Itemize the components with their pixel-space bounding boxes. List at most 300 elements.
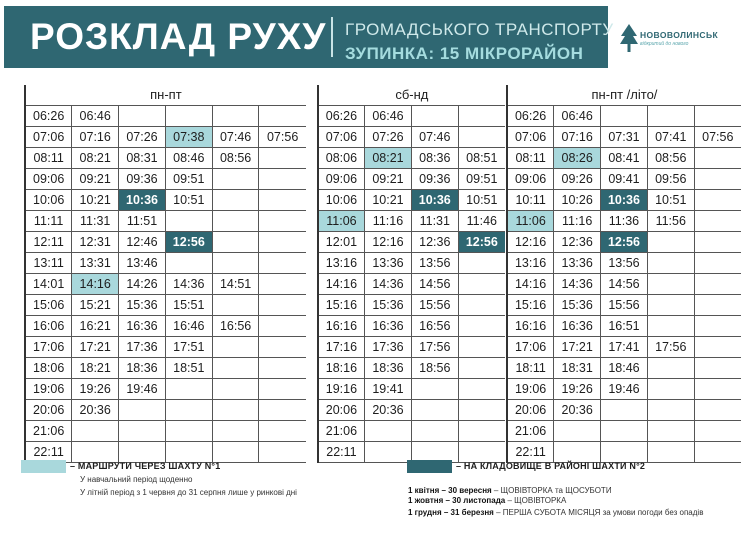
departure-time — [165, 253, 212, 274]
departure-time — [647, 442, 694, 463]
departure-time — [458, 358, 505, 379]
departure-time: 21:06 — [507, 421, 554, 442]
period-days: – ЩОВІВТОРКА — [505, 496, 567, 505]
departure-time: 12:16 — [365, 232, 412, 253]
departure-time: 18:46 — [601, 358, 648, 379]
departure-time — [458, 253, 505, 274]
departure-time: 11:36 — [601, 211, 648, 232]
departure-time: 06:26 — [318, 106, 365, 127]
departure-time: 07:56 — [259, 127, 306, 148]
departure-time — [458, 295, 505, 316]
departure-time: 15:06 — [25, 295, 72, 316]
departure-time: 16:56 — [411, 316, 458, 337]
departure-time — [212, 211, 259, 232]
departure-time: 10:51 — [458, 190, 505, 211]
departure-time: 10:51 — [647, 190, 694, 211]
departure-time — [212, 379, 259, 400]
departure-time: 17:21 — [554, 337, 601, 358]
departure-time — [694, 274, 741, 295]
departure-time — [212, 190, 259, 211]
departure-time — [165, 106, 212, 127]
departure-time-cemetery: 10:36 — [601, 190, 648, 211]
departure-time: 19:16 — [318, 379, 365, 400]
departure-time: 11:56 — [647, 211, 694, 232]
group-spacer — [306, 253, 318, 274]
departure-time: 17:41 — [601, 337, 648, 358]
table-row — [25, 127, 741, 148]
departure-time: 09:56 — [647, 169, 694, 190]
departure-time: 19:06 — [507, 379, 554, 400]
group-spacer — [306, 295, 318, 316]
group-spacer — [306, 316, 318, 337]
group-spacer — [306, 232, 318, 253]
departure-time: 15:16 — [318, 295, 365, 316]
departure-time: 17:16 — [318, 337, 365, 358]
departure-time: 14:36 — [165, 274, 212, 295]
departure-time — [647, 232, 694, 253]
departure-time: 07:41 — [647, 127, 694, 148]
departure-time — [411, 379, 458, 400]
departure-time: 13:36 — [365, 253, 412, 274]
departure-time: 20:36 — [365, 400, 412, 421]
departure-time: 14:51 — [212, 274, 259, 295]
departure-time — [259, 232, 306, 253]
departure-time — [601, 106, 648, 127]
departure-time: 17:36 — [119, 337, 166, 358]
departure-time — [647, 295, 694, 316]
departure-time-cemetery: 12:56 — [165, 232, 212, 253]
table-row — [25, 400, 741, 421]
header — [0, 0, 750, 74]
departure-time — [458, 127, 505, 148]
logo-tagline: відкритий до нового — [640, 41, 689, 47]
departure-time: 09:51 — [458, 169, 505, 190]
header-subtitle-stop: ЗУПИНКА: 15 МІКРОРАЙОН — [345, 44, 584, 63]
departure-time: 16:56 — [212, 316, 259, 337]
departure-time: 06:26 — [25, 106, 72, 127]
table-row — [25, 421, 741, 442]
schedule-group-header: пн-пт — [25, 85, 306, 106]
table-row — [25, 274, 741, 295]
departure-time — [259, 316, 306, 337]
group-spacer — [306, 421, 318, 442]
departure-time: 13:31 — [72, 253, 119, 274]
departure-time: 11:16 — [554, 211, 601, 232]
schedule-group-header: сб-нд — [318, 85, 505, 106]
departure-time: 08:06 — [318, 148, 365, 169]
departure-time: 13:36 — [554, 253, 601, 274]
departure-time — [259, 400, 306, 421]
departure-time: 20:36 — [72, 400, 119, 421]
departure-time: 09:21 — [72, 169, 119, 190]
table-row — [25, 316, 741, 337]
departure-time: 10:51 — [165, 190, 212, 211]
table-row — [25, 190, 741, 211]
departure-time: 08:36 — [411, 148, 458, 169]
legend-note-summer-period: У літній період з 1 червня до 31 серпня лише у ринкові дні — [80, 488, 297, 497]
departure-time — [647, 106, 694, 127]
departure-time — [458, 379, 505, 400]
departure-time: 07:31 — [601, 127, 648, 148]
departure-time — [694, 316, 741, 337]
period-dates: 1 грудня – 31 березня — [408, 508, 494, 517]
departure-time: 19:41 — [365, 379, 412, 400]
table-row — [25, 337, 741, 358]
header-divider — [331, 17, 333, 57]
departure-time — [694, 253, 741, 274]
departure-time: 07:26 — [365, 127, 412, 148]
departure-time: 14:16 — [507, 274, 554, 295]
legend-note-study-period: У навчальний період щоденно — [80, 475, 193, 484]
departure-time — [259, 358, 306, 379]
table-row — [25, 379, 741, 400]
departure-time — [694, 379, 741, 400]
departure-time: 19:26 — [554, 379, 601, 400]
departure-time: 14:56 — [601, 274, 648, 295]
legend-swatch-mine-1 — [21, 460, 66, 473]
departure-time: 21:06 — [25, 421, 72, 442]
departure-time — [259, 106, 306, 127]
departure-time: 14:01 — [25, 274, 72, 295]
departure-time — [165, 421, 212, 442]
group-spacer — [306, 85, 318, 106]
departure-time: 18:06 — [25, 358, 72, 379]
table-row — [25, 169, 741, 190]
departure-time — [647, 253, 694, 274]
departure-time: 19:06 — [25, 379, 72, 400]
departure-time: 18:21 — [72, 358, 119, 379]
departure-time: 12:16 — [507, 232, 554, 253]
departure-time — [458, 337, 505, 358]
departure-time: 09:36 — [411, 169, 458, 190]
departure-time: 07:26 — [119, 127, 166, 148]
departure-time: 09:51 — [165, 169, 212, 190]
departure-time — [259, 421, 306, 442]
departure-time — [647, 379, 694, 400]
departure-time — [458, 400, 505, 421]
departure-time: 17:06 — [507, 337, 554, 358]
departure-time: 12:46 — [119, 232, 166, 253]
legend-label-mine-1: – МАРШРУТИ ЧЕРЕЗ ШАХТУ N°1 — [70, 461, 221, 471]
departure-time: 11:11 — [25, 211, 72, 232]
table-row — [25, 232, 741, 253]
group-spacer — [306, 169, 318, 190]
group-spacer — [306, 274, 318, 295]
departure-time — [411, 421, 458, 442]
departure-time: 10:06 — [318, 190, 365, 211]
departure-time: 09:21 — [365, 169, 412, 190]
departure-time — [119, 106, 166, 127]
departure-time: 06:46 — [72, 106, 119, 127]
table-row — [25, 253, 741, 274]
departure-time — [259, 190, 306, 211]
departure-time — [647, 316, 694, 337]
departure-time: 20:36 — [554, 400, 601, 421]
page-title: РОЗКЛАД РУХУ — [30, 16, 327, 57]
departure-time-mine-1: 07:38 — [165, 127, 212, 148]
departure-time: 15:36 — [119, 295, 166, 316]
departure-time — [647, 274, 694, 295]
departure-time: 16:21 — [72, 316, 119, 337]
period-days: – ПЕРША СУБОТА МІСЯЦЯ за умови погоди без опадів — [493, 508, 704, 517]
departure-time — [411, 106, 458, 127]
departure-time — [165, 379, 212, 400]
departure-time: 11:16 — [365, 211, 412, 232]
departure-time: 16:36 — [119, 316, 166, 337]
departure-time: 12:36 — [554, 232, 601, 253]
departure-time: 20:06 — [318, 400, 365, 421]
departure-time: 09:36 — [119, 169, 166, 190]
departure-time: 08:11 — [507, 148, 554, 169]
departure-time: 15:21 — [72, 295, 119, 316]
departure-time: 17:51 — [165, 337, 212, 358]
departure-time: 18:11 — [507, 358, 554, 379]
departure-time — [694, 211, 741, 232]
departure-time: 08:46 — [165, 148, 212, 169]
group-spacer — [306, 211, 318, 232]
departure-time: 17:06 — [25, 337, 72, 358]
departure-time: 11:46 — [458, 211, 505, 232]
departure-time: 07:16 — [554, 127, 601, 148]
departure-time: 18:16 — [318, 358, 365, 379]
departure-time — [165, 400, 212, 421]
departure-time: 13:16 — [507, 253, 554, 274]
departure-time — [694, 442, 741, 463]
departure-time: 16:46 — [165, 316, 212, 337]
cemetery-period — [408, 486, 612, 496]
schedule-header-row — [25, 85, 741, 106]
departure-time — [458, 106, 505, 127]
group-spacer — [306, 442, 318, 463]
departure-time — [694, 169, 741, 190]
departure-time: 11:51 — [119, 211, 166, 232]
departure-time — [165, 211, 212, 232]
departure-time: 12:01 — [318, 232, 365, 253]
departure-time — [694, 295, 741, 316]
departure-time: 09:06 — [25, 169, 72, 190]
departure-time-cemetery: 12:56 — [458, 232, 505, 253]
table-row — [25, 106, 741, 127]
departure-time: 09:06 — [507, 169, 554, 190]
departure-time: 18:36 — [365, 358, 412, 379]
departure-time — [212, 400, 259, 421]
departure-time-mine-1: 11:06 — [507, 211, 554, 232]
departure-time: 16:36 — [554, 316, 601, 337]
departure-time — [212, 295, 259, 316]
departure-time — [411, 400, 458, 421]
departure-time: 19:26 — [72, 379, 119, 400]
departure-time: 09:26 — [554, 169, 601, 190]
departure-time: 14:36 — [365, 274, 412, 295]
departure-time: 17:36 — [365, 337, 412, 358]
departure-time: 18:51 — [165, 358, 212, 379]
departure-time: 08:31 — [119, 148, 166, 169]
city-logo — [618, 22, 744, 56]
departure-time: 21:06 — [318, 421, 365, 442]
departure-time — [694, 190, 741, 211]
departure-time: 16:16 — [507, 316, 554, 337]
departure-time: 22:11 — [25, 442, 72, 463]
departure-time: 13:16 — [318, 253, 365, 274]
departure-time: 15:36 — [554, 295, 601, 316]
departure-time-mine-1: 08:26 — [554, 148, 601, 169]
departure-time — [694, 421, 741, 442]
departure-time-mine-1: 11:06 — [318, 211, 365, 232]
departure-time — [212, 358, 259, 379]
logo-city-name: НОВОВОЛИНСЬК — [640, 30, 719, 40]
departure-time — [119, 421, 166, 442]
departure-time — [647, 421, 694, 442]
departure-time — [694, 232, 741, 253]
departure-time: 14:56 — [411, 274, 458, 295]
departure-time: 13:56 — [601, 253, 648, 274]
departure-time — [554, 421, 601, 442]
departure-time: 17:21 — [72, 337, 119, 358]
departure-time: 07:16 — [72, 127, 119, 148]
departure-time — [212, 253, 259, 274]
departure-time: 16:51 — [601, 316, 648, 337]
departure-time — [119, 400, 166, 421]
departure-time: 11:31 — [411, 211, 458, 232]
departure-time: 07:46 — [411, 127, 458, 148]
group-spacer — [306, 337, 318, 358]
departure-time-cemetery: 10:36 — [411, 190, 458, 211]
period-dates: 1 квітня – 30 вересня — [408, 486, 492, 495]
departure-time — [458, 421, 505, 442]
departure-time: 10:21 — [72, 190, 119, 211]
header-subtitle-transport: ГРОМАДСЬКОГО ТРАНСПОРТУ — [345, 20, 614, 39]
departure-time — [694, 106, 741, 127]
departure-time — [212, 232, 259, 253]
departure-time: 08:56 — [647, 148, 694, 169]
departure-time: 15:36 — [365, 295, 412, 316]
departure-time — [647, 400, 694, 421]
departure-time — [694, 337, 741, 358]
departure-time: 10:21 — [365, 190, 412, 211]
period-days: – ЩОВІВТОРКА та ЩОСУБОТИ — [491, 486, 612, 495]
departure-time: 10:26 — [554, 190, 601, 211]
table-row — [25, 148, 741, 169]
period-dates: 1 жовтня – 30 листопада — [408, 496, 506, 505]
departure-time — [259, 148, 306, 169]
departure-time: 08:56 — [212, 148, 259, 169]
departure-time — [259, 253, 306, 274]
schedule-table — [24, 85, 741, 463]
departure-time — [601, 421, 648, 442]
departure-time — [365, 421, 412, 442]
departure-time: 17:56 — [647, 337, 694, 358]
departure-time: 13:56 — [411, 253, 458, 274]
departure-time: 14:36 — [554, 274, 601, 295]
departure-time: 11:31 — [72, 211, 119, 232]
departure-time — [259, 337, 306, 358]
departure-time-mine-1: 14:16 — [72, 274, 119, 295]
departure-time-mine-1: 08:21 — [365, 148, 412, 169]
departure-time — [259, 211, 306, 232]
legend-swatch-cemetery — [407, 460, 452, 473]
table-row — [25, 295, 741, 316]
departure-time: 06:46 — [554, 106, 601, 127]
group-spacer — [306, 106, 318, 127]
table-row — [25, 358, 741, 379]
departure-time — [647, 358, 694, 379]
departure-time: 13:46 — [119, 253, 166, 274]
group-spacer — [306, 400, 318, 421]
departure-time: 15:56 — [411, 295, 458, 316]
departure-time — [212, 169, 259, 190]
group-spacer — [306, 127, 318, 148]
departure-time: 06:26 — [507, 106, 554, 127]
departure-time: 16:06 — [25, 316, 72, 337]
departure-time: 22:11 — [318, 442, 365, 463]
departure-time: 08:51 — [458, 148, 505, 169]
departure-time: 08:11 — [25, 148, 72, 169]
departure-time — [601, 400, 648, 421]
departure-time: 10:06 — [25, 190, 72, 211]
departure-time — [259, 295, 306, 316]
departure-time: 08:21 — [72, 148, 119, 169]
group-spacer — [306, 148, 318, 169]
departure-time: 14:16 — [318, 274, 365, 295]
departure-time: 14:26 — [119, 274, 166, 295]
departure-time — [212, 421, 259, 442]
group-spacer — [306, 358, 318, 379]
departure-time — [694, 358, 741, 379]
departure-time: 12:11 — [25, 232, 72, 253]
departure-time: 18:31 — [554, 358, 601, 379]
departure-time — [365, 442, 412, 463]
group-spacer — [306, 379, 318, 400]
departure-time: 20:06 — [25, 400, 72, 421]
departure-time: 15:51 — [165, 295, 212, 316]
departure-time — [72, 421, 119, 442]
departure-time: 07:46 — [212, 127, 259, 148]
departure-time: 15:16 — [507, 295, 554, 316]
departure-time: 20:06 — [507, 400, 554, 421]
departure-time — [694, 400, 741, 421]
group-spacer — [306, 190, 318, 211]
departure-time: 06:46 — [365, 106, 412, 127]
departure-time — [259, 379, 306, 400]
departure-time — [212, 337, 259, 358]
departure-time — [212, 106, 259, 127]
departure-time: 09:06 — [318, 169, 365, 190]
departure-time: 07:06 — [507, 127, 554, 148]
schedule-group-header: пн-пт /літо/ — [507, 85, 741, 106]
departure-time: 19:46 — [601, 379, 648, 400]
departure-time: 12:36 — [411, 232, 458, 253]
departure-time: 10:11 — [507, 190, 554, 211]
departure-time — [259, 169, 306, 190]
departure-time: 18:36 — [119, 358, 166, 379]
departure-time: 12:31 — [72, 232, 119, 253]
departure-time: 19:46 — [119, 379, 166, 400]
departure-time-cemetery: 12:56 — [601, 232, 648, 253]
departure-time: 07:56 — [694, 127, 741, 148]
cemetery-period — [408, 496, 566, 506]
departure-time: 08:41 — [601, 148, 648, 169]
cemetery-period — [408, 508, 703, 518]
departure-time: 16:16 — [318, 316, 365, 337]
departure-time — [458, 274, 505, 295]
departure-time-cemetery: 10:36 — [119, 190, 166, 211]
departure-time: 09:41 — [601, 169, 648, 190]
departure-time: 18:56 — [411, 358, 458, 379]
departure-time — [259, 442, 306, 463]
departure-time: 17:56 — [411, 337, 458, 358]
departure-time — [694, 148, 741, 169]
city-logo-icon — [618, 22, 640, 54]
